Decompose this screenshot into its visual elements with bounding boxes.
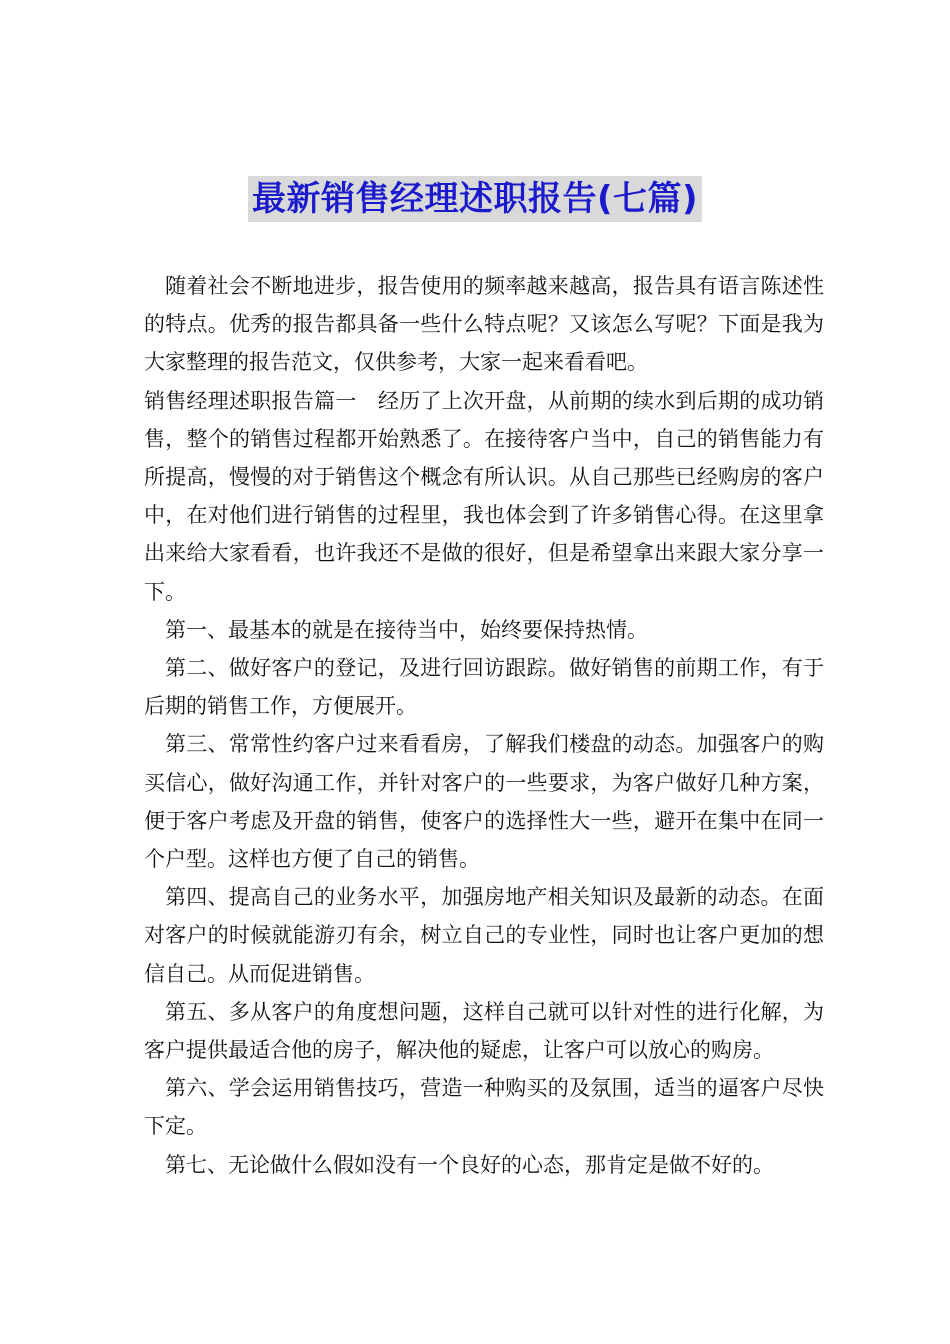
paragraph-point-4: 第四、提高自己的业务水平，加强房地产相关知识及最新的动态。在面对客户的时候就能游刃有余，树立自己的专业性，同时也让客户更加的想信自己。从而促进销售。 <box>144 885 824 986</box>
paragraph-point-6: 第六、学会运用销售技巧，营造一种购买的及氛围，适当的逼客户尽快下定。 <box>144 1076 824 1139</box>
paragraph-point-7: 第七、无论做什么假如没有一个良好的心态，那肯定是做不好的。 <box>165 1152 774 1177</box>
paragraph-point-1: 第一、最基本的就是在接待当中，始终要保持热情。 <box>165 617 648 642</box>
paragraph-point-2: 第二、做好客户的登记，及进行回访跟踪。做好销售的前期工作，有于后期的销售工作，方便展开。 <box>144 656 824 719</box>
paragraph-intro: 随着社会不断地进步，报告使用的频率越来越高，报告具有语言陈述性的特点。优秀的报告都具备一些什么特点呢？又该怎么写呢？下面是我为大家整理的报告范文，仅供参考，大家一起来看看吧。 <box>144 274 824 375</box>
paragraph-report-1: 销售经理述职报告篇一 经历了上次开盘，从前期的续水到后期的成功销售，整个的销售过程都开始熟悉了。在接待客户当中，自己的销售能力有所提高，慢慢的对于销售这个概念有所认识。从自己那些已经购房的客户中，在对他们进行销售的过程里，我也体会到了许多销售心得。在这里拿出来给大家看看，也许我还不是做的很好，但是希望拿出来跟大家分享一下。 <box>144 388 824 604</box>
document-body <box>144 267 824 1184</box>
title-container <box>0 176 950 222</box>
paragraph-point-3: 第三、常常性约客户过来看看房，了解我们楼盘的动态。加强客户的购买信心，做好沟通工作，并针对客户的一些要求，为客户做好几种方案，便于客户考虑及开盘的销售，使客户的选择性大一些，避开在集中在同一个户型。这样也方便了自己的销售。 <box>144 732 824 872</box>
document-title: 最新销售经理述职报告(七篇) <box>248 176 702 222</box>
paragraph-point-5: 第五、多从客户的角度想问题，这样自己就可以针对性的进行化解，为客户提供最适合他的房子，解决他的疑虑，让客户可以放心的购房。 <box>144 999 824 1063</box>
